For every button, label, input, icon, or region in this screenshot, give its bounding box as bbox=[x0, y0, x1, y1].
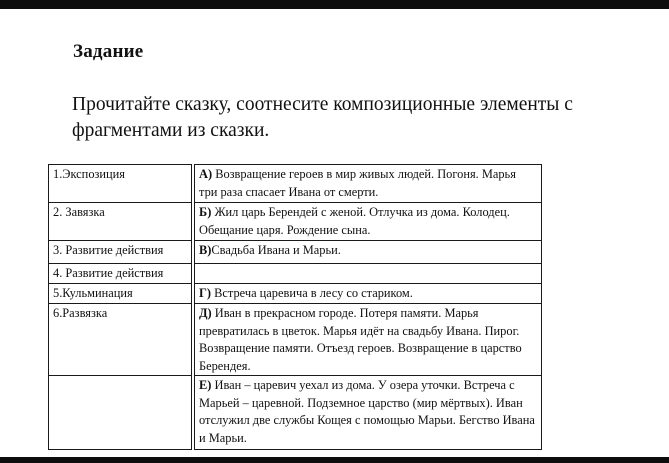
fragment-letter: Д) bbox=[199, 306, 212, 320]
table-row bbox=[49, 284, 542, 304]
fragment-text: Жил царь Берендей с женой. Отлучка из дома. Колодец. Обещание царя. Рождение сына. bbox=[199, 205, 510, 237]
table-row bbox=[49, 304, 542, 376]
element-cell: 3. Развитие действия bbox=[49, 241, 194, 264]
fragment-text: Свадьба Ивана и Марьи. bbox=[211, 243, 341, 257]
element-cell: 1.Экспозиция bbox=[49, 165, 194, 203]
fragment-letter: Б) bbox=[199, 205, 212, 219]
element-cell: 6.Развязка bbox=[49, 304, 194, 376]
table-row bbox=[49, 165, 542, 203]
task-heading: Задание bbox=[73, 41, 144, 62]
table-row bbox=[49, 264, 542, 284]
element-cell: 4. Развитие действия bbox=[49, 264, 194, 284]
fragment-cell bbox=[193, 165, 542, 203]
fragment-text: Возвращение героев в мир живых людей. Погоня. Марья три раза спасает Ивана от смерти. bbox=[199, 167, 516, 199]
element-cell: 5.Кульминация bbox=[49, 284, 194, 304]
fragment-text: Встреча царевича в лесу со стариком. bbox=[214, 286, 413, 300]
top-black-band bbox=[0, 0, 669, 9]
fragment-letter: Е) bbox=[199, 378, 212, 392]
fragment-cell bbox=[193, 203, 542, 241]
fragment-cell bbox=[193, 264, 542, 284]
element-cell bbox=[49, 376, 194, 450]
fragment-cell bbox=[193, 376, 542, 450]
fragment-letter: Г) bbox=[199, 286, 212, 300]
task-instruction: Прочитайте сказку, соотнесите композиционные элементы с фрагментами из сказки. bbox=[72, 94, 573, 141]
fragment-text: Иван в прекрасном городе. Потеря памяти. Марья превратилась в цветок. Марья идёт на свадьбу Ивана. Пирог. Возвращение памяти. Отъезд героев. Возвращение в царство Берендея. bbox=[199, 306, 522, 373]
element-cell: 2. Завязка bbox=[49, 203, 194, 241]
fragment-letter: А) bbox=[199, 167, 213, 181]
fragment-text: Иван – царевич уехал из дома. У озера уточки. Встреча с Марьей – царевной. Подземное царство (мир мёртвых). Иван отслужил две службы Кощея с помощью Марьи. Бегство Ивана и Марьи. bbox=[199, 378, 535, 445]
matching-table-container bbox=[48, 164, 542, 449]
matching-table bbox=[48, 164, 542, 450]
fragment-cell bbox=[193, 284, 542, 304]
table-row bbox=[49, 203, 542, 241]
bottom-black-band bbox=[0, 457, 669, 463]
fragment-letter: В) bbox=[199, 243, 212, 257]
table-row bbox=[49, 241, 542, 264]
table-row bbox=[49, 376, 542, 450]
fragment-cell bbox=[193, 304, 542, 376]
fragment-cell bbox=[193, 241, 542, 264]
